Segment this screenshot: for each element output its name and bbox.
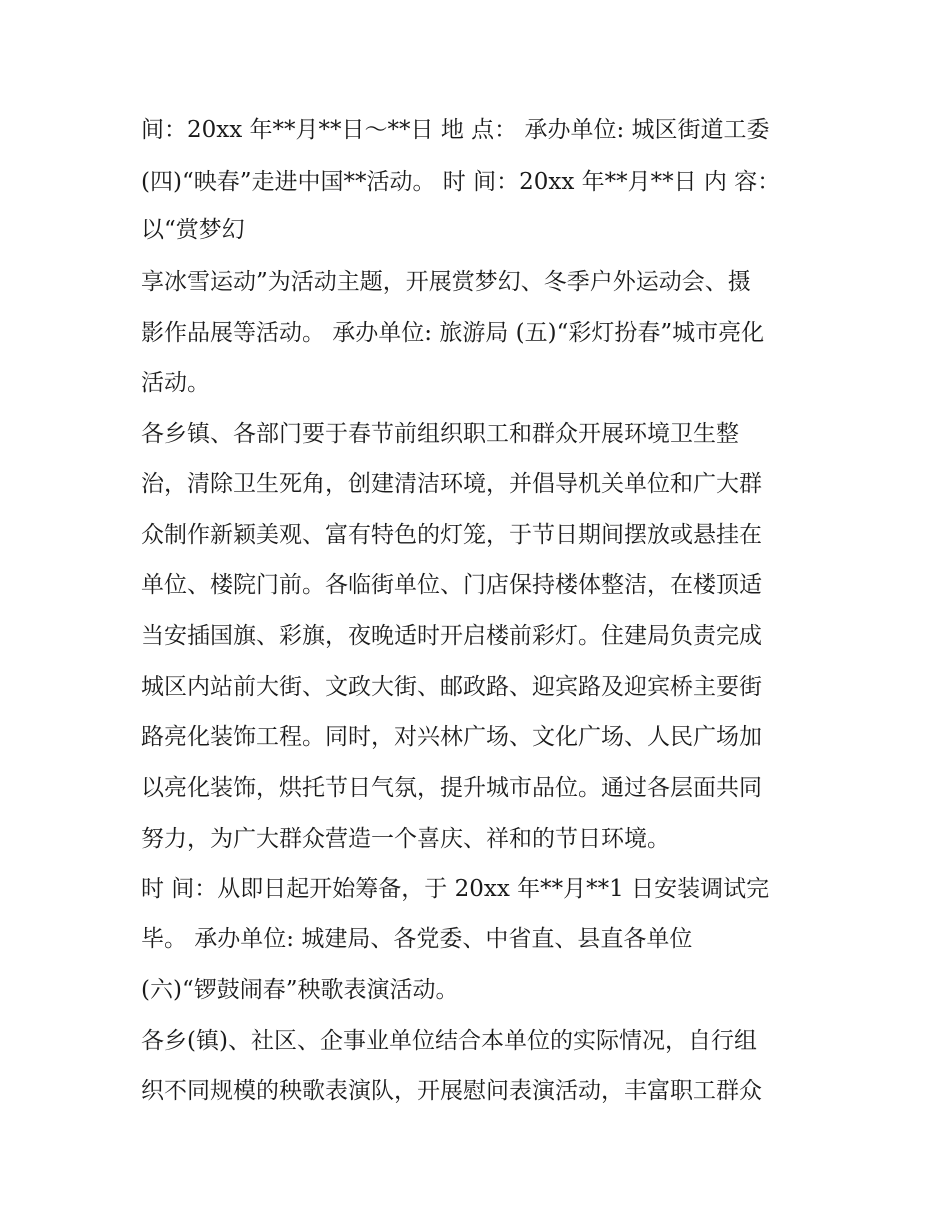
text-line: 治，清除卫生死角，创建清洁环境，并倡导机关单位和广大群 [141,471,762,497]
text-line: 众制作新颖美观、富有特色的灯笼，于节日期间摆放或悬挂在 [141,522,762,548]
text-line: 单位、楼院门前。各临街单位、门店保持楼体整洁，在楼顶适 [141,572,762,598]
text-line: 时 间：从即日起开始筹备，于 20xx 年**月**1 日安装调试完 [141,876,770,902]
text-line: 路亮化装饰工程。同时，对兴林广场、文化广场、人民广场加 [141,724,762,750]
text-line: 活动。 [141,370,210,396]
text-line: 当安插国旗、彩旗，夜晚适时开启楼前彩灯。住建局负责完成 [141,623,762,649]
text-line: (四)“映春”走进中国**活动。 时 间：20xx 年**月**日 内 容： [141,169,781,195]
text-line: 以亮化装饰，烘托节日气氛，提升城市品位。通过各层面共同 [141,775,762,801]
text-line: 城区内站前大街、文政大街、邮政路、迎宾路及迎宾桥主要街 [141,674,762,700]
text-line: (六)“锣鼓闹春”秧歌表演活动。 [141,977,459,1003]
text-line: 努力，为广大群众营造一个喜庆、祥和的节日环境。 [141,826,670,852]
text-line: 以“赏梦幻 [141,217,245,243]
text-line: 影作品展等活动。 承办单位: 旅游局 (五)“彩灯扮春”城市亮化 [141,320,765,346]
text-line: 毕。 承办单位: 城建局、各党委、中省直、县直各单位 [141,926,693,952]
text-line: 织不同规模的秧歌表演队，开展慰问表演活动，丰富职工群众 [141,1078,762,1104]
text-line: 享冰雪运动”为活动主题，开展赏梦幻、冬季户外运动会、摄 [141,269,751,295]
text-line: 间：20xx 年**月**日～**日 地 点： 承办单位: 城区街道工委 [141,117,770,143]
text-line: 各乡(镇)、社区、企事业单位结合本单位的实际情况，自行组 [141,1028,757,1054]
text-line: 各乡镇、各部门要于春节前组织职工和群众开展环境卫生整 [141,421,739,447]
